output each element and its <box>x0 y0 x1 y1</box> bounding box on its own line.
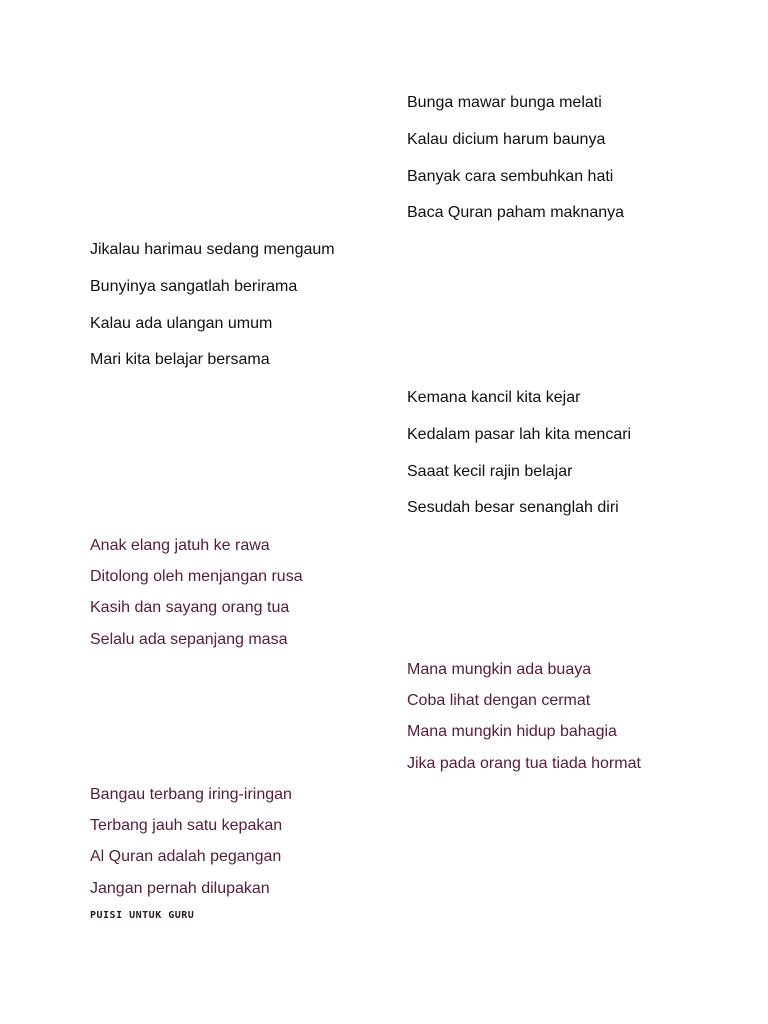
stanza-line: Anak elang jatuh ke rawa <box>90 537 270 554</box>
stanza-line: Al Quran adalah pegangan <box>90 848 282 866</box>
stanza-line: Coba lihat dengan cermat <box>407 692 591 710</box>
stanza-line: Bunga mawar bunga melati <box>407 94 602 111</box>
stanza-3 <box>407 388 631 535</box>
stanza-2 <box>90 240 335 387</box>
stanza-4 <box>90 536 303 661</box>
stanza-line: Mari kita belajar bersama <box>90 351 270 369</box>
stanza-line: Baca Quran paham maknanya <box>407 204 625 222</box>
stanza-line: Jikalau harimau sedang mengaum <box>90 241 335 258</box>
stanza-line: Kalau ada ulangan umum <box>90 314 273 332</box>
stanza-line: Kedalam pasar lah kita mencari <box>407 425 632 443</box>
stanza-line: Selalu ada sepanjang masa <box>90 630 288 648</box>
stanza-line: Terbang jauh satu kepakan <box>90 817 283 835</box>
stanza-line: Sesudah besar senanglah diri <box>407 499 619 517</box>
footer-title: PUISI UNTUK GURU <box>90 910 195 921</box>
stanza-line: Mana mungkin hidup bahagia <box>407 723 617 741</box>
stanza-line: Mana mungkin ada buaya <box>407 661 592 678</box>
stanza-line: Banyak cara sembuhkan hati <box>407 167 614 185</box>
stanza-line: Ditolong oleh menjangan rusa <box>90 568 303 586</box>
stanza-line: Jangan pernah dilupakan <box>90 879 270 897</box>
stanza-line: Kalau dicium harum baunya <box>407 130 606 148</box>
stanza-line: Bangau terbang iring-iringan <box>90 786 292 803</box>
stanza-5 <box>407 660 641 785</box>
stanza-line: Kasih dan sayang orang tua <box>90 599 290 617</box>
stanza-line: Kemana kancil kita kejar <box>407 389 581 406</box>
stanza-line: Saaat kecil rajin belajar <box>407 462 573 480</box>
stanza-6 <box>90 785 292 910</box>
stanza-line: Jika pada orang tua tiada hormat <box>407 754 641 772</box>
stanza-1 <box>407 93 624 240</box>
stanza-line: Bunyinya sangatlah berirama <box>90 277 298 295</box>
